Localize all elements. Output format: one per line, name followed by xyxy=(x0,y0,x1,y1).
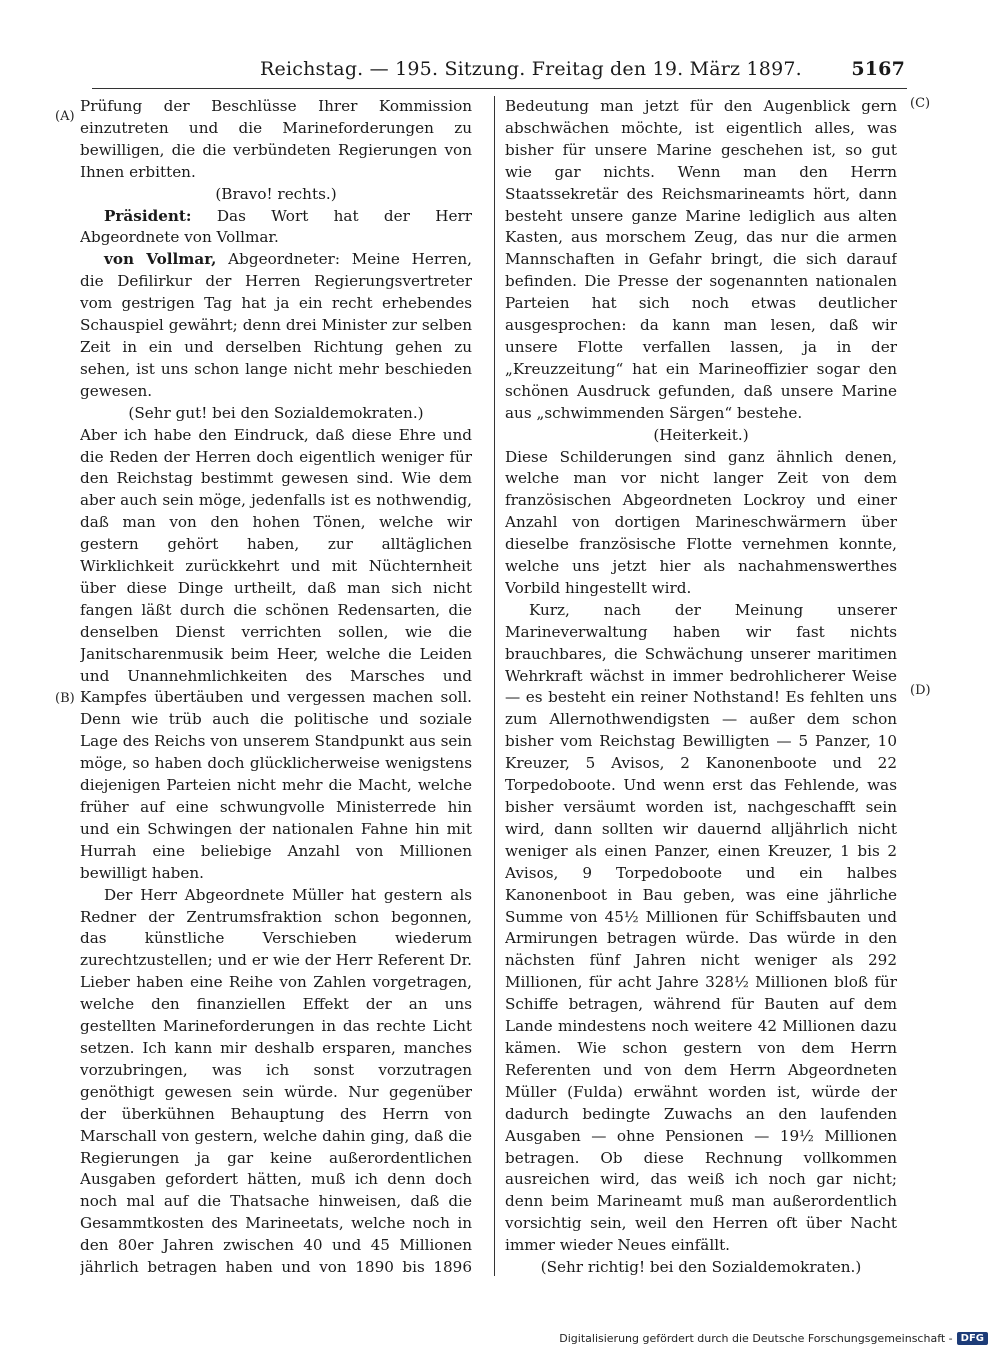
speech-text: Abgeordneter: Meine Herren, die Defilirkur der Herren Regierungsvertreter vom gestrigen Tag hat ja ein recht erhebendes Schauspiel gewährt; denn drei Minister zur selben Zeit in ein und derselben Richtung gehen zu sehen, ist uns schon lange nicht mehr beschieden gewesen. xyxy=(80,250,472,400)
speech-text: Das Wort hat der Herr Abgeordnete von Vollmar. xyxy=(80,206,472,247)
paragraph: Prüfung der Beschlüsse Ihrer Kommission einzutreten und die Marineforderungen zu bewilligen, die die verbündeten Regierungen von Ihnen erbitten. xyxy=(80,97,472,181)
paragraph: Diese Schilderungen sind ganz ähnlich denen, welche man vor nicht langer Zeit von dem französischen Abgeordneten Lockroy und einer Anzahl von dortigen Marineschwärmern über dieselbe französische Flotte vernehmen konnte, welche uns jetzt hier als nachahmenswerthes Vorbild hingestellt wird. xyxy=(505,447,897,597)
paragraph: Der Herr Abgeordnete Müller hat gestern als Redner der Zentrumsfraktion schon begonnen, das künstliche Verschieben wiederum zurechtzustellen; und er wie der Herr Referent Dr. Lieber haben eine Reihe von Zahlen vorgetragen, welche den finanziellen Effekt der an uns gestellten Marineforderungen in das rechte Licht setzen. Ich kann mir deshalb ersparen, manches vorzubringen, was ich sonst vorzutragen genöthigt gewesen sein würde. Nur gegenüber der überkühnen Behauptung des Herrn von Marschall von gestern, welche dahin ging, daß die Regierungen ja gar keine außerordentlichen Ausgaben gefordert hätten, muß ich denn doch noch mal auf die Thatsache hinweisen, daß die Gesammtkosten des Marineetats, welche noch in den 80er Jahren zwischen 40 und 45 Millionen jährlich betragen haben und von 1890 bis 1896 xyxy=(80,885,472,1276)
digitization-footer xyxy=(559,1332,988,1345)
dfg-logo: DFG xyxy=(957,1332,988,1345)
speaker-name: von Vollmar, xyxy=(104,250,217,269)
left-column xyxy=(80,96,472,1276)
paragraph xyxy=(80,206,472,250)
interjection: (Heiterkeit.) xyxy=(653,425,749,444)
interjection: (Sehr gut! bei den Sozialdemokraten.) xyxy=(128,403,424,422)
right-column xyxy=(505,96,897,1276)
column-divider xyxy=(494,96,495,1276)
interjection: (Bravo! rechts.) xyxy=(215,184,337,203)
paragraph: Kurz, nach der Meinung unserer Marineverwaltung haben wir fast nichts brauchbares, die Schwächung unserer maritimen Wehrkraft wächst in immer bedrohlicherer Weise — es besteht ein reiner Nothstand! Es fehlten uns zum Allernothwendigsten — außer dem schon bisher vom Reichstag Bewilligten — 5 Panzer, 10 Kreuzer, 5 Avisos, 2 Kanonenboote und 22 Torpedoboote. Und wenn erst das Fehlende, was bisher versäumt worden ist, nachgeschafft sein wird, dann sollten wir dauernd alljährlich nicht weniger als einen Panzer, einen Kreuzer, 1 bis 2 Avisos, 9 Torpedoboote und ein halbes Kanonenboot in Bau geben, was eine jährliche Summe von 45½ Millionen für Schiffsbauten und Armirungen betragen würde. Das würde in den nächsten fünf Jahren nicht weniger als 292 Millionen, für acht Jahre 328½ Millionen bloß für Schiffe betragen, während für Bauten auf dem Lande mindestens noch weitere 42 Millionen dazu kämen. Wie schon gestern von dem Herrn Referenten und von dem Herrn Abgeordneten Müller (Fulda) erwähnt worden ist, würde der dadurch bedingte Zuwachs an den laufenden Ausgaben — ohne Pensionen — 19½ Millionen betragen. Ob diese Rechnung vollkommen ausreichen wird, das weiß ich noch gar nicht; denn beim Marineamt muß man außerordentlich vorsichtig sein, weil den Herren oft über Nacht immer wieder Neues einfällt. xyxy=(505,600,897,1255)
margin-marker-d: (D) xyxy=(910,683,931,698)
running-title: Reichstag. — 195. Sitzung. Freitag den 19. März 1897. xyxy=(260,58,802,80)
margin-marker-a: (A) xyxy=(55,109,75,124)
speaker-name: Präsident: xyxy=(104,206,192,225)
margin-marker-c: (C) xyxy=(910,96,931,111)
paragraph xyxy=(80,249,472,402)
footer-text: Digitalisierung gefördert durch die Deutsche Forschungsgemeinschaft - xyxy=(559,1332,953,1345)
interjection: (Sehr richtig! bei den Sozialdemokraten.) xyxy=(540,1258,862,1276)
paragraph: Bedeutung man jetzt für den Augenblick gern abschwächen möchte, ist eigentlich alles, was bisher für unsere Marine geschehen ist, so gut wie gar nichts. Wenn man den Herrn Staatssekretär des Reichsmarineamts hört, dann besteht unsere ganze Marine lediglich aus alten Kasten, aus morschem Zeug, das nur die armen Mannschaften in Gefahr bringt, die sich darauf befinden. Die Presse der sogenannten nationalen Parteien hat sich noch etwas deutlicher ausgesprochen: da kann man lesen, daß wir unsere Flotte verfallen lassen, ja in der „Kreuzzeitung“ hat ein Marineoffizier sogar den schönen Ausdruck gefunden, daß unsere Marine aus „schwimmenden Särgen“ bestehe. xyxy=(505,97,897,422)
page-header xyxy=(60,58,905,88)
header-rule xyxy=(92,88,907,89)
page-number: 5167 xyxy=(851,58,905,80)
paragraph: Aber ich habe den Eindruck, daß diese Ehre und die Reden der Herren doch eigentlich weniger für den Reichstag bestimmt gewesen sind. Wie dem aber auch sein möge, jedenfalls ist es nothwendig, daß man von den hohen Tönen, welche wir gestern gehört haben, zur alltäglichen Wirklichkeit zurückkehrt und mit Nüchternheit über diese Dinge urtheilt, daß man sich nicht fangen läßt durch die schönen Redensarten, die denselben Dienst verrichten sollen, wie die Janitscharenmusik beim Heer, welche die Leiden und Unannehmlichkeiten des Marsches und Kampfes übertäuben und vergessen machen soll. Denn wie trüb auch die politische und soziale Lage des Reichs von unserem Standpunkt aus sein möge, so haben doch glücklicherweise wenigstens diejenigen Parteien nicht mehr die Macht, welche früher auf eine schwungvolle Ministerrede hin und ein Schwingen der nationalen Fahne hin mit Hurrah eine beliebige Anzahl von Millionen bewilligt haben. xyxy=(80,425,472,882)
margin-marker-b: (B) xyxy=(55,691,75,706)
